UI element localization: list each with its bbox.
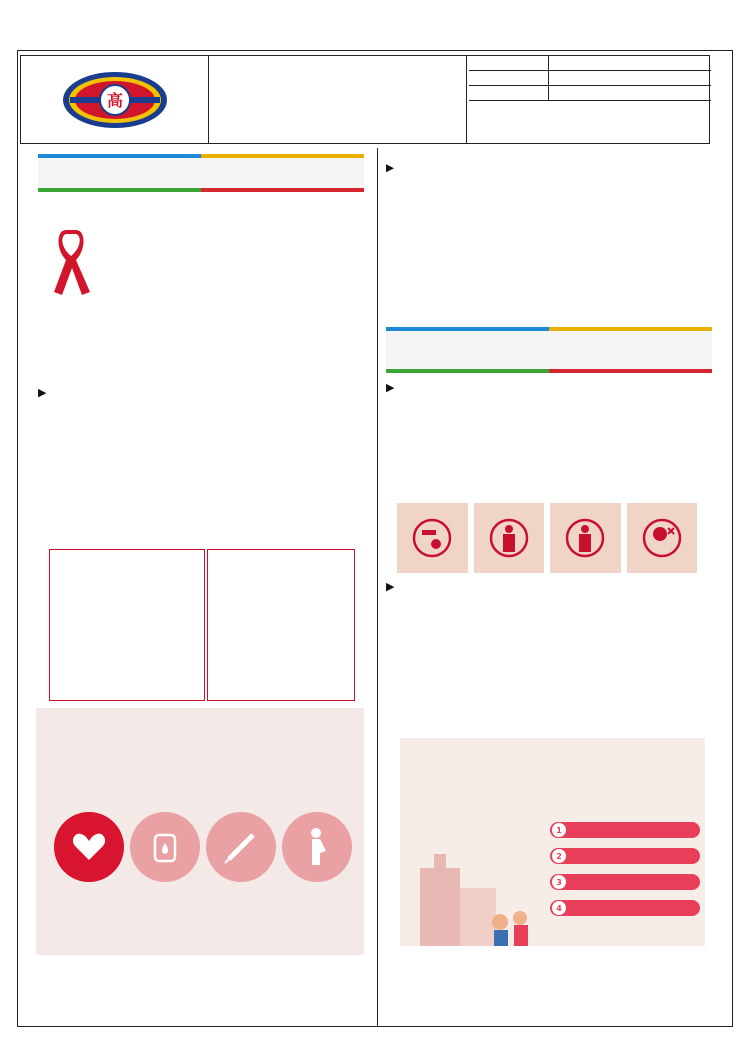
aids-day-paragraph-wrap bbox=[38, 201, 364, 383]
meta-value bbox=[549, 56, 711, 70]
pregnant-icon bbox=[282, 812, 352, 882]
meta-empty bbox=[469, 86, 549, 100]
color-bar bbox=[386, 369, 712, 373]
svg-text:高: 高 bbox=[106, 90, 123, 110]
page-title bbox=[211, 56, 467, 143]
poster-item: 1 bbox=[550, 822, 700, 838]
person-icon bbox=[474, 503, 545, 573]
flu-rules-heading: ▶ bbox=[386, 381, 395, 394]
syringe-icon bbox=[206, 812, 276, 882]
flu-poster bbox=[400, 738, 705, 946]
poster-item: 2 bbox=[550, 848, 700, 864]
prevention-icon-strip bbox=[397, 503, 697, 573]
newsletter-header bbox=[20, 55, 710, 144]
flu-title bbox=[386, 331, 712, 369]
meta-empty bbox=[549, 86, 711, 100]
aids-card bbox=[207, 549, 355, 701]
flu-symptom-heading: ▶ bbox=[386, 580, 395, 593]
issue-meta-table bbox=[469, 56, 711, 143]
blood-bag-icon bbox=[130, 812, 200, 882]
meta-key bbox=[469, 56, 549, 70]
handwash-icon bbox=[397, 503, 468, 573]
aids-day-title bbox=[38, 158, 364, 188]
meta-key bbox=[469, 71, 549, 85]
cough-icon bbox=[550, 503, 621, 573]
poster-item: 4 bbox=[550, 900, 700, 916]
poster-item: 3 bbox=[550, 874, 700, 890]
infection-route-panel bbox=[36, 708, 364, 955]
hospital-illustration bbox=[420, 848, 530, 946]
meta-value bbox=[549, 71, 711, 85]
treatment-heading: ▶ bbox=[386, 162, 395, 174]
heart-icon bbox=[54, 812, 124, 882]
no-touch-face-icon bbox=[627, 503, 698, 573]
column-divider bbox=[377, 148, 378, 1026]
aids-what-heading: ▶ bbox=[38, 386, 47, 399]
color-bar bbox=[38, 188, 364, 192]
hiv-card bbox=[49, 549, 205, 701]
school-logo bbox=[21, 56, 209, 143]
